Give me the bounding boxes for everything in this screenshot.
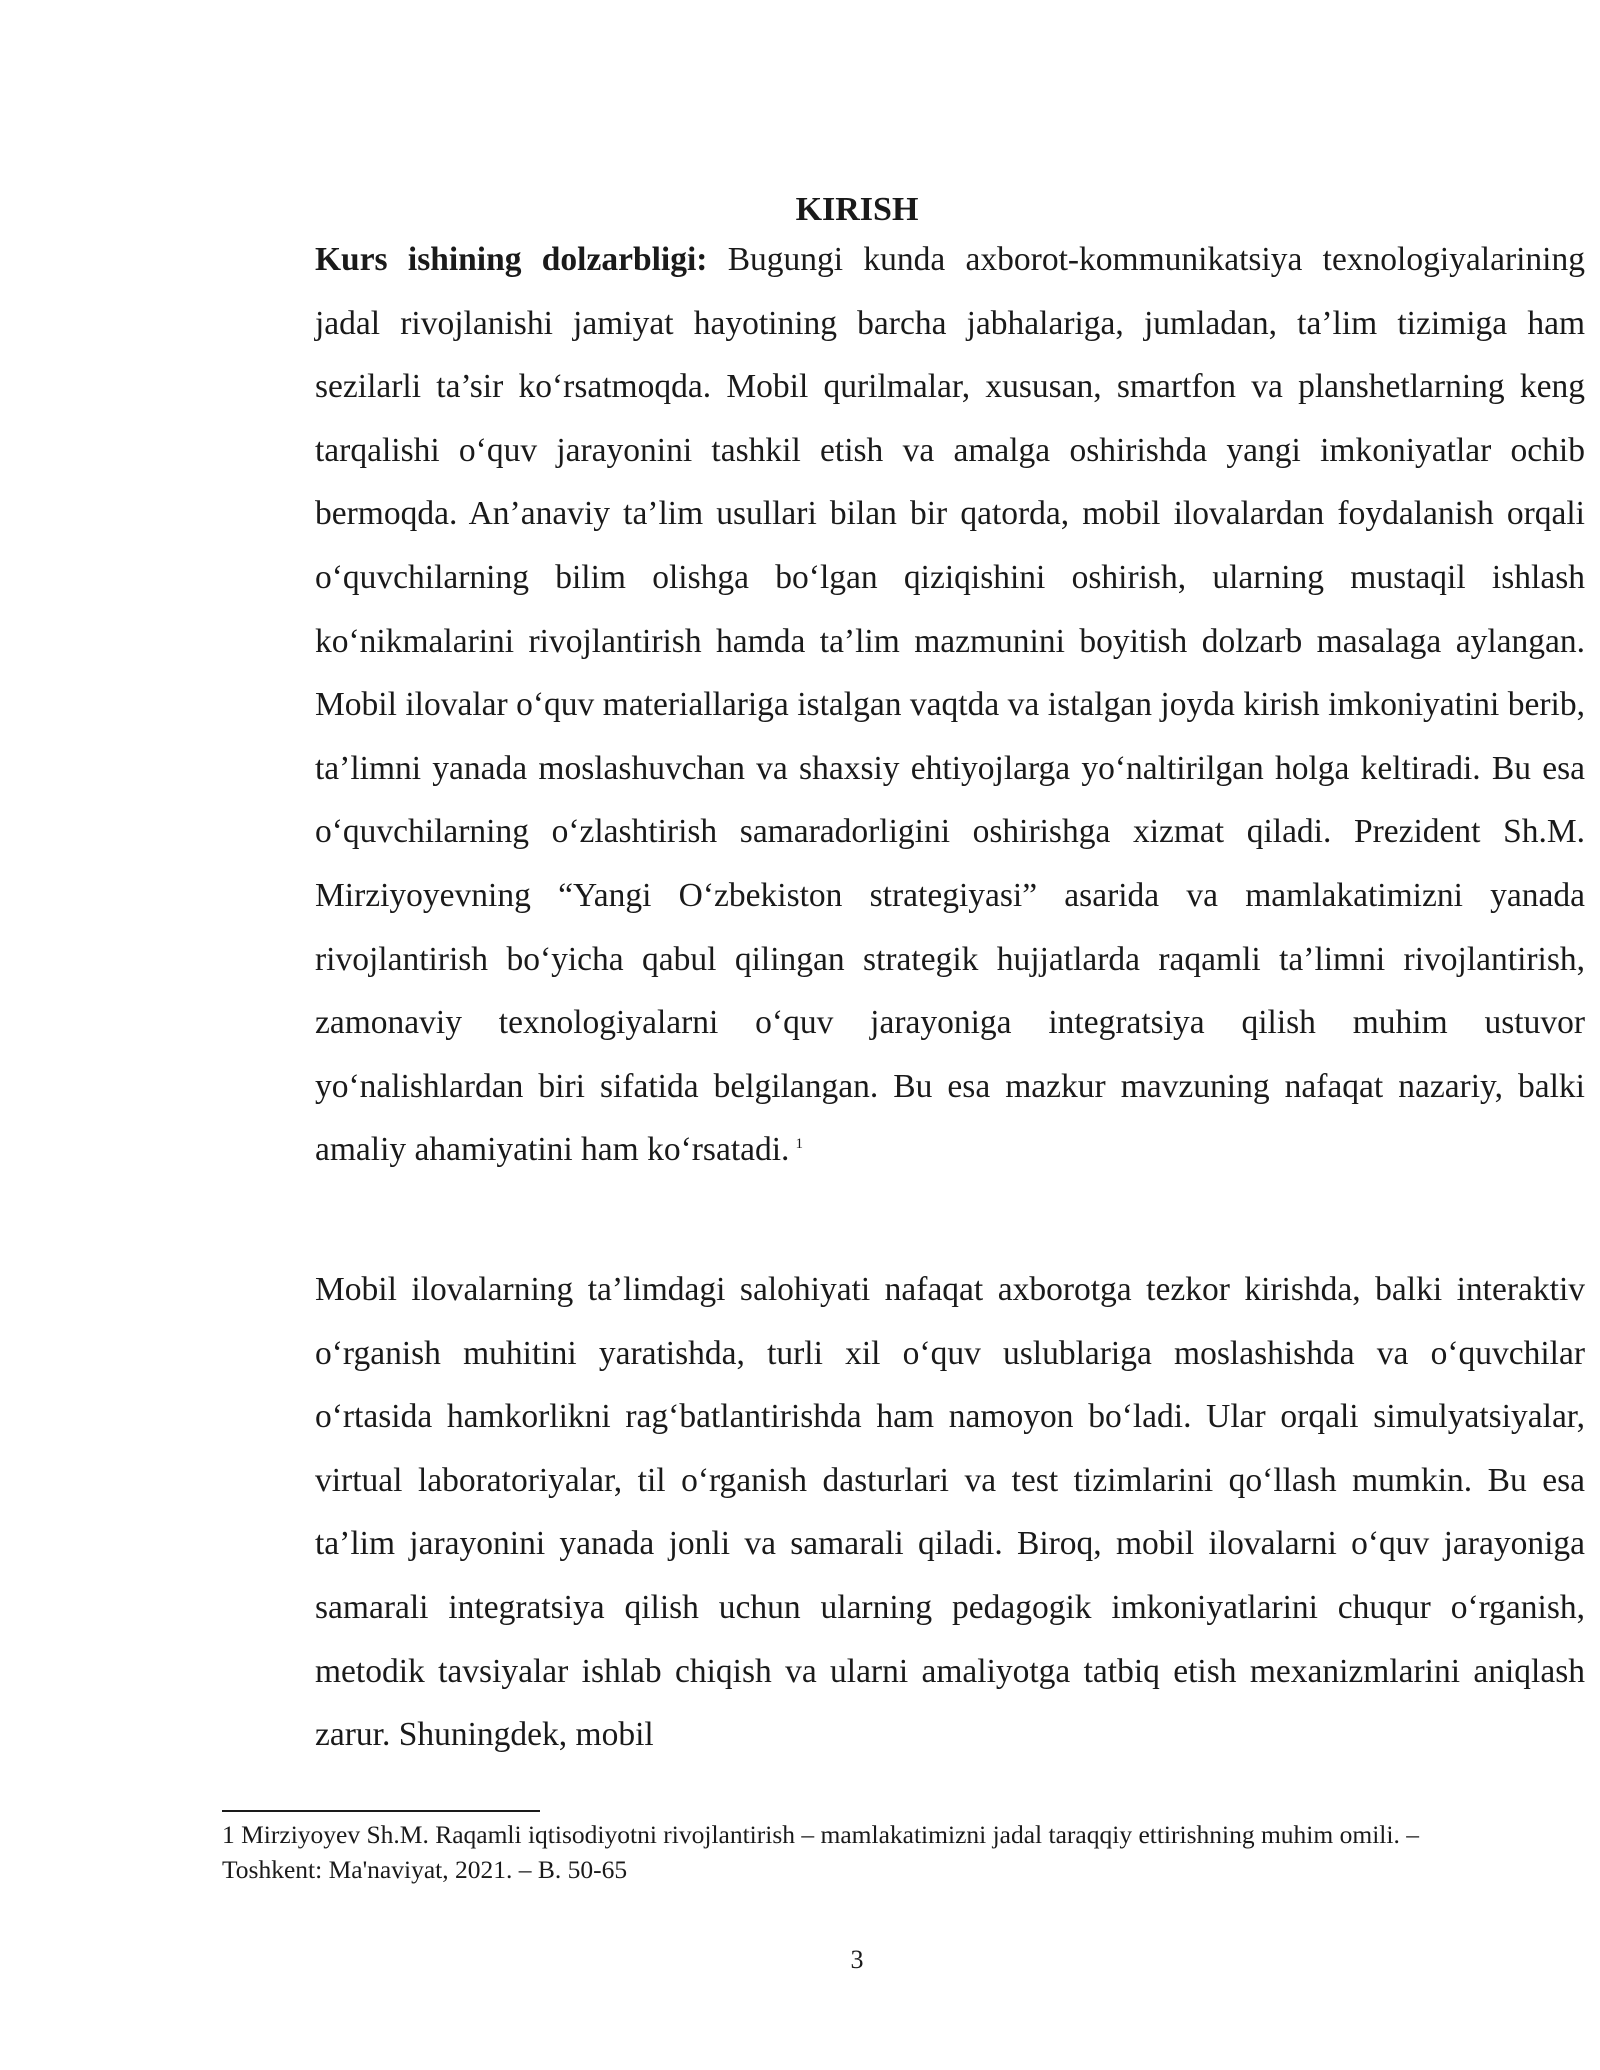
paragraph-mobile-apps (222, 1258, 1585, 1767)
paragraph-body: Bugungi kunda axborot-kommunikatsiya texnologiyalarining jadal rivojlanishi jamiyat hayotining barcha jabhalariga, jumladan, ta’lim tizimiga ham sezilarli ta’sir ko‘rsatmoqda. Mobil qurilmalar, xususan, smartfon va planshetlarning keng tarqalishi o‘quv jarayonini tashkil etish va amalga oshirishda yangi imkoniyatlar ochib bermoqda. An’anaviy ta’lim usullari bilan bir qatorda, mobil ilovalardan foydalanish orqali o‘quvchilarning bilim olishga bo‘lgan qiziqishini oshirish, ularning mustaqil ishlash ko‘nikmalarini rivojlantirish hamda ta’lim mazmunini boyitish dolzarb masalaga aylangan. Mobil ilovalar o‘quv materiallariga istalgan vaqtda va istalgan joyda kirish imkoniyatini berib, ta’limni yanada moslashuvchan va shaxsiy ehtiyojlarga yo‘naltirilgan holga keltiradi. Bu esa o‘quvchilarning o‘zlashtirish samaradorligini oshirishga xizmat qiladi. Prezident Sh.M. Mirziyoyevning “Yangi O‘zbekiston strategiyasi” asarida va mamlakatimizni yanada rivojlantirish bo‘yicha qabul qilingan strategik hujjatlarda raqamli ta’limni rivojlantirish, zamonaviy texnologiyalarni o‘quv jarayoniga integratsiya qilish muhim ustuvor yo‘nalishlardan biri sifatida belgilangan. Bu esa mazkur mavzuning nafaqat nazariy, balki amaliy ahamiyatini ham ko‘rsatadi. (315, 241, 1585, 1169)
footnote-separator (222, 1810, 540, 1812)
page-number: 3 (850, 1945, 864, 1974)
footnote: 1 Mirziyoyev Sh.M. Raqamli iqtisodiyotni rivojlantirish – mamlakatimizni jadal taraqqiy ettirishning muhim omili. – Toshkent: Ma'naviyat, 2021. – B. 50-65 (222, 1820, 1419, 1884)
paragraph-relevance (222, 228, 1585, 1182)
footnote-reference[interactable]: 1 (795, 1136, 803, 1153)
paragraph-body: Mobil ilovalarning ta’limdagi salohiyati nafaqat axborotga tezkor kirishda, balki interaktiv o‘rganish muhitini yaratishda, turli xil o‘quv uslublariga moslashishda va o‘quvchilar o‘rtasida hamkorlikni rag‘batlantirishda ham namoyon bo‘ladi. Ular orqali simulyatsiyalar, virtual laboratoriyalar, til o‘rganish dasturlari va test tizimlarini qo‘llash mumkin. Bu esa ta’lim jarayonini yanada jonli va samarali qiladi. Biroq, mobil ilovalarni o‘quv jarayoniga samarali integratsiya qilish uchun ularning pedagogik imkoniyatlarini chuqur o‘rganish, metodik tavsiyalar ishlab chiqish va ularni amaliyotga tatbiq etish mexanizmlarini aniqlash zarur. Shuningdek, mobil (315, 1271, 1585, 1754)
paragraph-lead: Kurs ishining dolzarbligi: (315, 241, 708, 278)
page-heading: KIRISH (795, 191, 919, 228)
